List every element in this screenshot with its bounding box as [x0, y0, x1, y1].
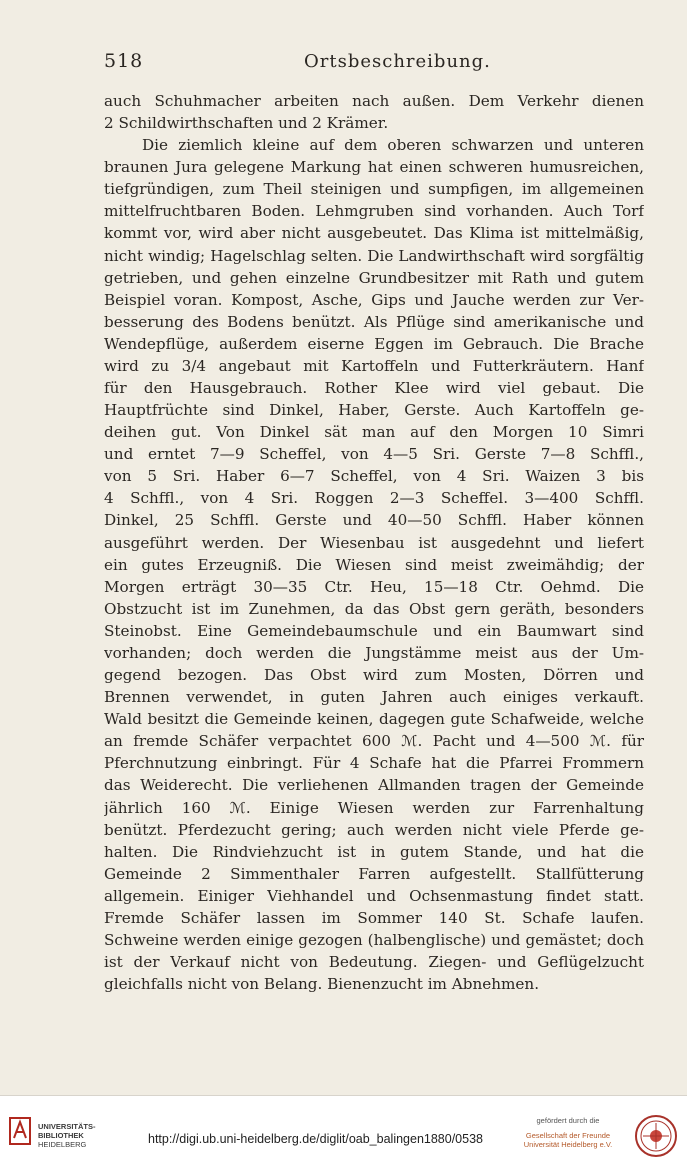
text-line: Brennen verwendet, in guten Jahren auch einiges verkauft.	[104, 688, 644, 707]
sponsor-name-line1: Gesellschaft der Freunde	[525, 1131, 611, 1140]
text-line: Steinobst. Eine Gemeindebaumschule und ein Baumwart sind	[104, 621, 644, 640]
text-line: nicht windig; Hagelschlag selten. Die Landwirthschaft wird sorgfältig	[104, 246, 644, 265]
text-line: ausgeführt werden. Der Wiesenbau ist ausgedehnt und liefert	[104, 533, 644, 552]
text-line: das Weiderecht. Die verliehenen Allmanden tragen der Gemeinde	[104, 776, 644, 795]
body-text	[104, 90, 644, 995]
library-name-line3: HEIDELBERG	[38, 1140, 87, 1149]
text-line: gegend bezogen. Das Obst wird zum Mosten, Dörren und	[104, 666, 644, 685]
text-line: besserung des Bodens benützt. Als Pflüge sind amerikanische und	[104, 312, 644, 331]
sponsor-name-line2: Universität Heidelberg e.V.	[523, 1140, 613, 1149]
text-line: halten. Die Rindviehzucht ist in gutem Stande, und hat die	[104, 842, 644, 861]
library-logo-icon	[8, 1116, 32, 1146]
text-line: Wendepflüge, außerdem eiserne Eggen im Gebrauch. Die Brache	[104, 334, 644, 353]
text-line: kommt vor, wird aber nicht ausgebeutet. Das Klima ist mittelmäßig,	[104, 224, 644, 243]
text-line: deihen gut. Von Dinkel sät man auf den Morgen 10 Simri	[104, 423, 644, 442]
sponsor-label: gefördert durch die	[536, 1116, 600, 1125]
text-line: Wald besitzt die Gemeinde keinen, dagegen gute Schafweide, welche	[104, 710, 644, 729]
text-line: ein gutes Erzeugniß. Die Wiesen sind meist zweimähdig; der	[104, 555, 644, 574]
text-line: Beispiel voran. Kompost, Asche, Gips und Jauche werden zur Ver-	[104, 290, 644, 309]
library-name-line1: UNIVERSITÄTS-	[38, 1122, 96, 1131]
text-line: 2 Schildwirthschaften und 2 Krämer.	[104, 114, 389, 133]
text-line: Schweine werden einige gezogen (halbenglische) und gemästet; doch	[104, 930, 644, 949]
text-line: an fremde Schäfer verpachtet 600 ℳ. Pacht und 4—500 ℳ. für	[104, 732, 644, 751]
university-seal-icon	[634, 1114, 678, 1158]
text-line: von 5 Sri. Haber 6—7 Scheffel, von 4 Sri. Waizen 3 bis	[104, 467, 644, 486]
text-line: für den Hausgebrauch. Rother Klee wird viel gebaut. Die	[104, 379, 644, 398]
permalink-url[interactable]: http://digi.ub.uni-heidelberg.de/diglit/oab_balingen1880/0538	[148, 1132, 483, 1146]
running-head	[104, 50, 644, 76]
text-line: wird zu 3/4 angebaut mit Kartoffeln und Futterkräutern. Hanf	[104, 356, 644, 375]
sponsor-block	[508, 1116, 628, 1149]
text-line: benützt. Pferdezucht gering; auch werden nicht viele Pferde ge-	[104, 820, 644, 839]
text-line: Fremde Schäfer lassen im Sommer 140 St. Schafe laufen.	[104, 908, 644, 927]
text-line: Gemeinde 2 Simmenthaler Farren aufgestellt. Stallfütterung	[104, 864, 644, 883]
text-line: gleichfalls nicht von Belang. Bienenzucht im Abnehmen.	[104, 975, 540, 994]
text-line: Hauptfrüchte sind Dinkel, Haber, Gerste. Auch Kartoffeln ge-	[104, 401, 644, 420]
library-name	[38, 1122, 96, 1149]
text-line: auch Schuhmacher arbeiten nach außen. Dem Verkehr dienen	[104, 92, 644, 110]
text-line: allgemein. Einiger Viehhandel und Ochsenmastung findet statt.	[104, 886, 644, 905]
text-line: mittelfruchtbaren Boden. Lehmgruben sind vorhanden. Auch Torf	[104, 202, 644, 221]
text-line: Dinkel, 25 Schffl. Gerste und 40—50 Schffl. Haber können	[104, 511, 644, 530]
text-line: braunen Jura gelegene Markung hat einen schweren humusreichen,	[104, 158, 644, 177]
text-line: jährlich 160 ℳ. Einige Wiesen werden zur Farrenhaltung	[104, 798, 644, 817]
text-line: tiefgründigen, zum Theil steinigen und sumpfigen, im allgemeinen	[104, 180, 644, 199]
text-line: und erntet 7—9 Scheffel, von 4—5 Sri. Gerste 7—8 Schffl.,	[104, 445, 644, 464]
text-line: Pferchnutzung einbringt. Für 4 Schafe hat die Pfarrei Frommern	[104, 754, 644, 773]
text-line: getrieben, und gehen einzelne Grundbesitzer mit Rath und gutem	[104, 268, 644, 287]
text-line: Die ziemlich kleine auf dem oberen schwarzen und unteren	[142, 136, 644, 155]
footer-bar	[0, 1095, 687, 1165]
library-name-line2: BIBLIOTHEK	[38, 1131, 84, 1140]
text-line: Morgen erträgt 30—35 Ctr. Heu, 15—18 Ctr. Oehmd. Die	[104, 577, 644, 596]
running-head-title: Ortsbeschreibung.	[304, 51, 491, 72]
text-line: Obstzucht ist im Zunehmen, da das Obst gern geräth, besonders	[104, 599, 644, 618]
text-line: ist der Verkauf nicht von Bedeutung. Ziegen- und Geflügelzucht	[104, 953, 644, 972]
text-line: vorhanden; doch werden die Jungstämme meist aus der Um-	[104, 643, 644, 662]
page-number: 518	[104, 50, 144, 72]
text-line: 4 Schffl., von 4 Sri. Roggen 2—3 Scheffel. 3—400 Schffl.	[104, 489, 644, 508]
